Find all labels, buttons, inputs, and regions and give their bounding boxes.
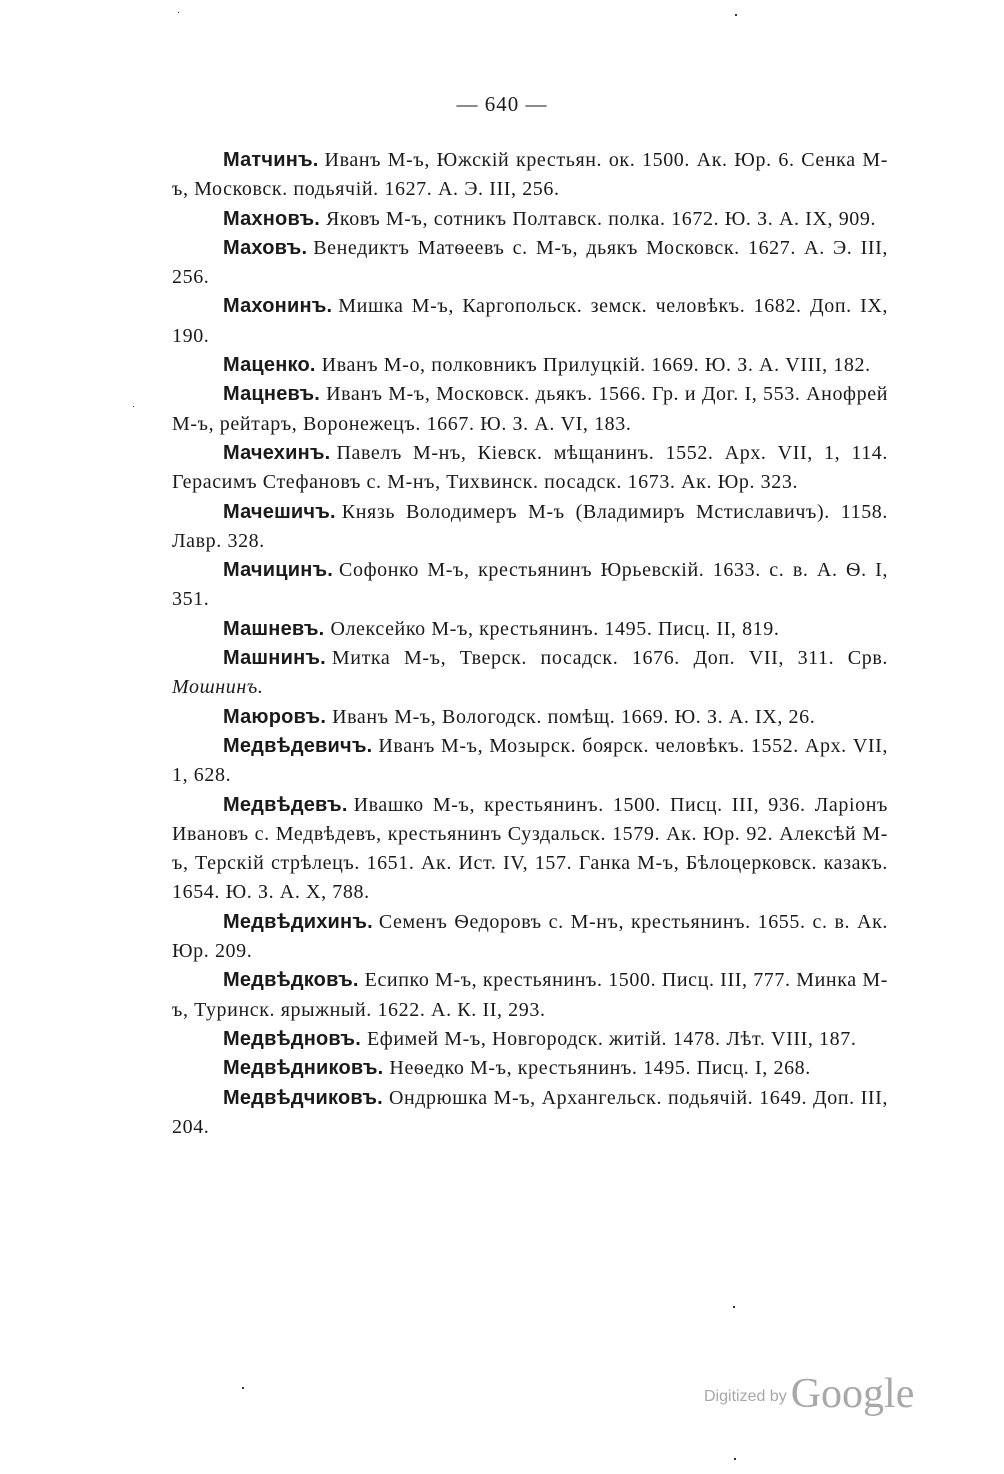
entry-text: Иванъ М-о, полковникъ Прилуцкій. 1669. Ю. З. А. VIII, 182. bbox=[321, 354, 871, 377]
watermark-prefix: Digitized by bbox=[704, 1388, 787, 1405]
entry-cross-reference: Мошнинъ. bbox=[172, 676, 264, 699]
entry-text: Яковъ М-ъ, сотникъ Полтавск. полка. 1672. Ю. З. А. IX, 909. bbox=[325, 207, 877, 230]
digitized-by-google-watermark bbox=[704, 1370, 914, 1418]
scan-speck bbox=[734, 1458, 736, 1460]
entry-makhnov bbox=[172, 205, 888, 234]
entry-mayurov bbox=[172, 703, 888, 732]
entry-mashnin bbox=[172, 644, 888, 703]
entry-headword: Маюровъ. bbox=[223, 705, 327, 728]
entry-headword: Медвѣдевичъ. bbox=[223, 734, 373, 757]
scan-speck bbox=[178, 12, 179, 13]
entry-headword: Мачешичъ. bbox=[223, 500, 336, 523]
entry-mashnev bbox=[172, 615, 888, 644]
entry-makhonin bbox=[172, 292, 888, 351]
entry-headword: Мачицинъ. bbox=[223, 559, 334, 582]
entry-text: Иванъ М-ъ, Мозырск. боярск. человѣкъ. 1552. Арх. VII, 1, 628. bbox=[172, 734, 888, 787]
entry-headword: Махновъ. bbox=[223, 207, 320, 230]
entry-text: Мишка М-ъ, Каргопольск. земск. человѣкъ. 1682. Доп. IX, 190. bbox=[172, 295, 888, 347]
entry-headword: Медвѣдихинъ. bbox=[223, 910, 373, 933]
entry-headword: Мачехинъ. bbox=[223, 441, 331, 464]
scan-speck bbox=[733, 1306, 735, 1308]
entry-medvedkov bbox=[172, 966, 888, 1025]
scan-speck bbox=[133, 406, 134, 407]
entry-headword: Матчинъ. bbox=[223, 149, 319, 171]
entry-medvedchikov bbox=[172, 1084, 888, 1143]
entry-text: Ондрюшка М-ъ, Архангельск. подьячій. 1649. Доп. III, 204. bbox=[172, 1086, 888, 1138]
page-number: — 640 — bbox=[456, 92, 548, 116]
entry-text: Павелъ М-нъ, Кіевск. мѣщанинъ. 1552. Арх. VII, 1, 114. Герасимъ Стефановъ с. М-нъ, Тихвинск. посадск. 1673. Ак. Юр. 323. bbox=[172, 441, 888, 494]
entry-text: Иванъ М-ъ, Московск. дьякъ. 1566. Гр. и Дог. I, 553. Анофрей М-ъ, рейтаръ, Воронежецъ. 1667. Ю. З. А. VI, 183. bbox=[172, 383, 888, 435]
entry-headword: Медвѣдчиковъ. bbox=[223, 1086, 383, 1109]
entry-medvednov bbox=[172, 1025, 888, 1054]
entry-text: Есипко М-ъ, крестьянинъ. 1500. Писц. III, 777. Минка М-ъ, Туринск. ярыжный. 1622. А. К. II, 293. bbox=[172, 969, 888, 1021]
entry-text: Ефимей М-ъ, Новгородск. житій. 1478. Лѣт. VIII, 187. bbox=[366, 1027, 857, 1050]
google-logo: Google bbox=[790, 1371, 915, 1417]
entry-headword: Маховъ. bbox=[223, 236, 308, 259]
entry-text: Семенъ Ѳедоровъ с. М-нъ, крестьянинъ. 1655. с. в. Ак. Юр. 209. bbox=[172, 910, 888, 963]
entry-headword: Медвѣдновъ. bbox=[223, 1027, 361, 1050]
entry-medvedikhin bbox=[172, 908, 888, 967]
entry-matsenko bbox=[172, 351, 888, 380]
entry-text: Олексейко М-ъ, крестьянинъ. 1495. Писц. II, 819. bbox=[330, 617, 780, 640]
entry-headword: Медвѣдниковъ. bbox=[223, 1057, 384, 1080]
entry-medvedev bbox=[172, 791, 888, 908]
entry-text: Неѳедко М-ъ, крестьянинъ. 1495. Писц. I, 268. bbox=[389, 1057, 811, 1080]
entry-matsnev bbox=[172, 380, 888, 439]
entry-machekhin bbox=[172, 439, 888, 498]
entry-makhov bbox=[172, 234, 888, 293]
entry-headword: Медвѣдевъ. bbox=[223, 793, 348, 816]
entry-text: Софонко М-ъ, крестьянинъ Юрьевскій. 1633. с. в. А. Ѳ. I, 351. bbox=[172, 559, 888, 611]
entry-headword: Машневъ. bbox=[223, 617, 325, 640]
entry-headword: Маценко. bbox=[223, 354, 316, 377]
entry-headword: Мацневъ. bbox=[223, 383, 321, 406]
entry-headword: Медвѣдковъ. bbox=[223, 969, 359, 992]
scan-speck bbox=[735, 14, 737, 16]
entry-text: Иванъ М-ъ, Вологодск. помѣщ. 1669. Ю. З. А. IX, 26. bbox=[332, 705, 816, 728]
entry-machitsin bbox=[172, 556, 888, 615]
dictionary-entries bbox=[172, 146, 888, 1142]
entry-medvednikov bbox=[172, 1054, 888, 1083]
entry-headword: Машнинъ. bbox=[223, 647, 326, 670]
scan-speck bbox=[242, 1387, 244, 1389]
entry-text: Князь Володимеръ М-ъ (Владимиръ Мстиславичъ). 1158. Лавр. 328. bbox=[172, 500, 888, 552]
entry-text: Венедиктъ Матѳеевъ с. М-ъ, дьякъ Московск. 1627. А. Э. III, 256. bbox=[172, 236, 888, 289]
entry-medvedevich bbox=[172, 732, 888, 791]
entry-headword: Махонинъ. bbox=[223, 295, 333, 318]
entry-text: Митка М-ъ, Тверск. посадск. 1676. Доп. VII, 311. Срв. bbox=[331, 647, 888, 670]
entry-macheshich bbox=[172, 498, 888, 557]
entry-text: Ивашко М-ъ, крестьянинъ. 1500. Писц. III, 936. Ларіонъ Ивановъ с. Медвѣдевъ, крестьянинъ Суздальск. 1579. Ак. Юр. 92. Алексѣй М-ъ, Терскій стрѣлецъ. 1651. Ак. Ист. IV, 157. Ганка М-ъ, Бѣлоцерковск. казакъ. 1654. Ю. З. А. X, 788. bbox=[172, 793, 888, 904]
entry-matchin bbox=[172, 146, 888, 205]
entry-text: Иванъ М-ъ, Южскій крестьян. ок. 1500. Ак. Юр. 6. Сенка М-ъ, Московск. подьячій. 1627. А. Э. III, 256. bbox=[172, 149, 888, 201]
